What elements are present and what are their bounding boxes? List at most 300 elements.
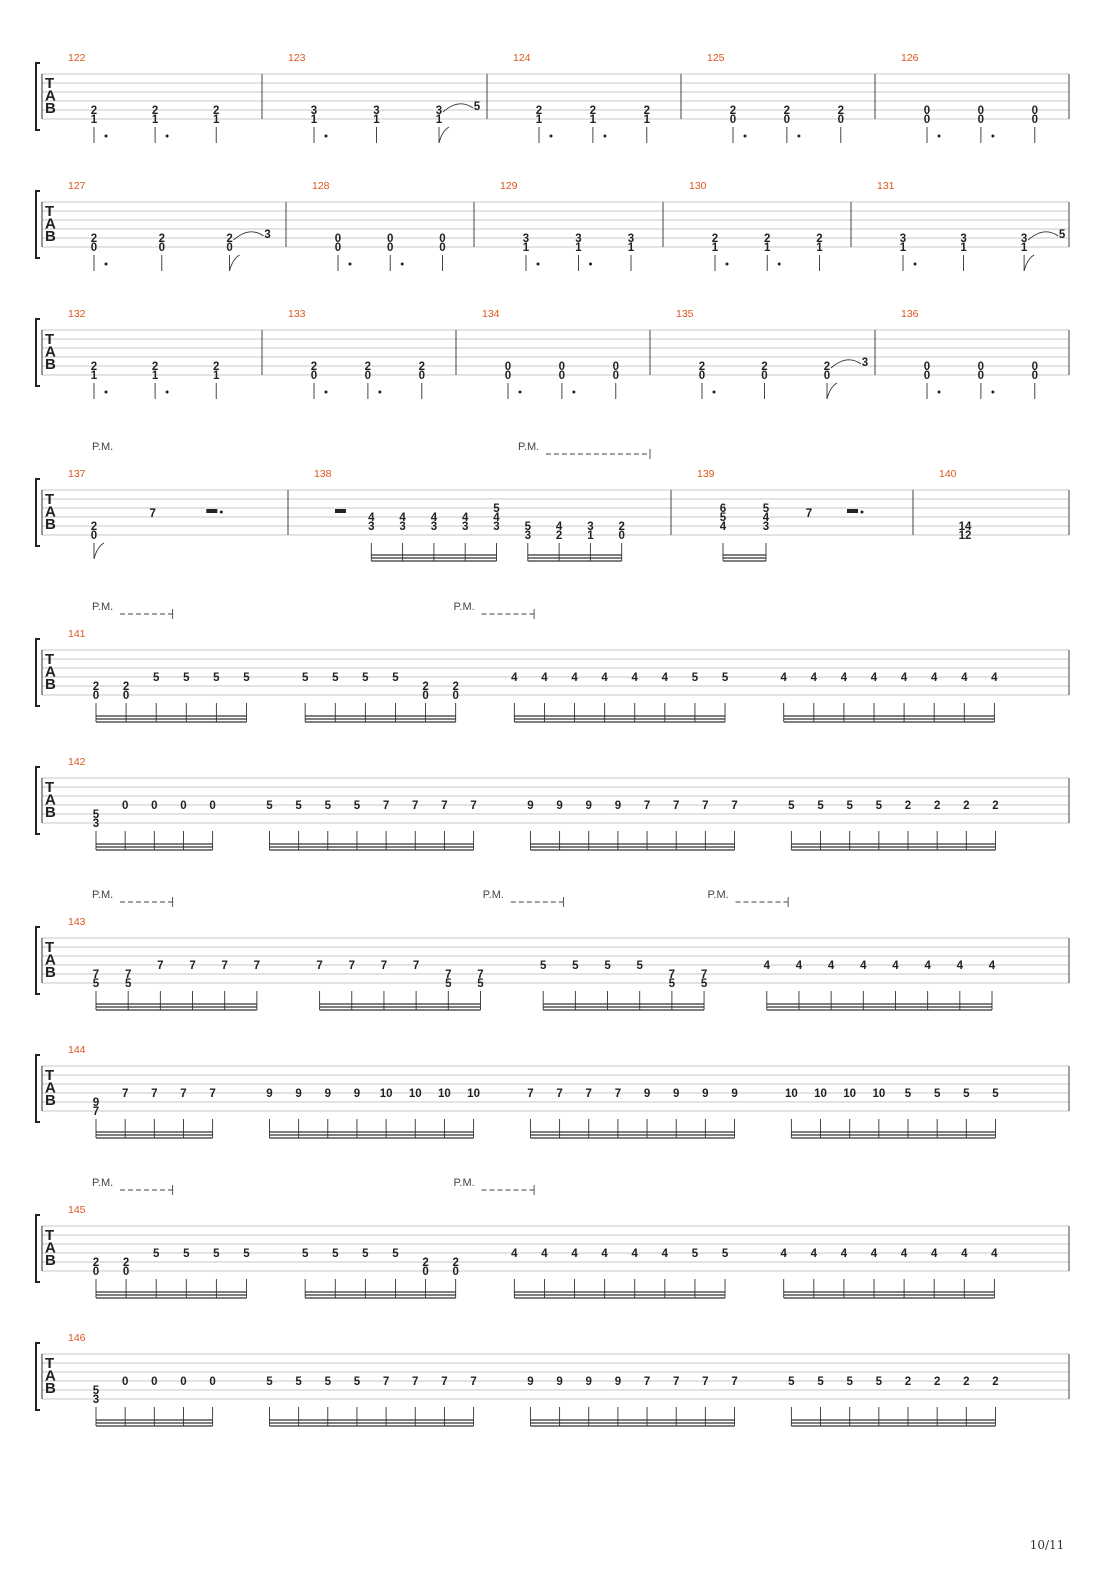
fret-number: 7 xyxy=(527,1088,534,1100)
fret-number: 5 xyxy=(1058,229,1066,241)
fret-number: 4 xyxy=(988,960,996,972)
fret-number: 7 xyxy=(445,969,452,981)
fret-number: 7 xyxy=(316,960,323,972)
fret-number: 1 xyxy=(1020,242,1028,254)
measure-number: 142 xyxy=(68,756,86,768)
fret-number: 10 xyxy=(784,1088,798,1100)
tab-clef-letter: A xyxy=(45,87,56,105)
measure-number: 125 xyxy=(707,52,725,64)
duration-dot xyxy=(991,135,994,138)
fret-number: 7 xyxy=(382,800,390,812)
fret-number: 9 xyxy=(585,800,592,812)
duration-dot xyxy=(105,263,108,266)
fret-number: 5 xyxy=(324,1376,331,1388)
fret-number: 5 xyxy=(362,672,369,684)
fret-number: 5 xyxy=(846,1376,853,1388)
fret-number: 3 xyxy=(399,521,406,533)
fret-number: 9 xyxy=(266,1088,273,1100)
fret-number: 5 xyxy=(788,1376,795,1388)
fret-number: 2 xyxy=(422,1257,429,1269)
eighth-rest: 7 xyxy=(805,508,813,520)
fret-number: 4 xyxy=(555,521,563,533)
fret-number: 4 xyxy=(661,1248,669,1260)
fret-number: 3 xyxy=(575,233,582,245)
fret-number: 5 xyxy=(963,1088,970,1100)
measure-number: 129 xyxy=(500,180,518,192)
fret-number: 0 xyxy=(122,690,130,702)
tab-clef-letter: T xyxy=(45,1067,55,1084)
fret-number: 7 xyxy=(700,969,708,981)
fret-number: 0 xyxy=(923,370,931,382)
fret-number: 1 xyxy=(587,530,594,542)
fret-number: 0 xyxy=(310,370,318,382)
fret-number: 4 xyxy=(810,672,818,684)
fret-number: 5 xyxy=(719,512,727,524)
fret-number: 4 xyxy=(541,1248,548,1260)
fret-number: 1 xyxy=(711,242,719,254)
fret-number: 2 xyxy=(618,521,625,533)
fret-number: 0 xyxy=(558,370,566,382)
fret-number: 2 xyxy=(992,1376,999,1388)
fret-number: 7 xyxy=(382,1376,390,1388)
fret-number: 4 xyxy=(631,672,638,684)
fret-number: 7 xyxy=(380,960,388,972)
fret-number: 7 xyxy=(614,1088,622,1100)
tab-clef-letter: A xyxy=(45,663,56,681)
palm-mute-label: P.M. xyxy=(453,1177,475,1189)
fret-number: 5 xyxy=(301,1248,309,1260)
fret-number: 0 xyxy=(761,370,768,382)
duration-dot xyxy=(603,135,606,138)
tab-clef-letter: A xyxy=(45,503,56,521)
fret-number: 3 xyxy=(264,229,271,241)
fret-number: 5 xyxy=(691,672,699,684)
tab-clef-letter: A xyxy=(45,791,56,809)
fret-number: 4 xyxy=(601,1248,608,1260)
measure-number: 135 xyxy=(676,308,694,320)
fret-number: 1 xyxy=(151,114,159,126)
fret-number: 4 xyxy=(795,960,803,972)
fret-number: 2 xyxy=(122,681,130,693)
fret-number: 2 xyxy=(92,1257,100,1269)
fret-number: 2 xyxy=(92,681,100,693)
slide-arc xyxy=(234,232,264,240)
fret-number: 5 xyxy=(788,800,795,812)
note-flag xyxy=(827,383,837,399)
fret-number: 0 xyxy=(923,105,931,117)
fret-number: 7 xyxy=(441,1376,448,1388)
duration-dot xyxy=(349,263,352,266)
fret-number: 1 xyxy=(535,114,543,126)
fret-number: 3 xyxy=(522,233,530,245)
fret-number: 1 xyxy=(373,114,380,126)
measure-number: 132 xyxy=(68,308,86,320)
tab-clef-letter: A xyxy=(45,343,56,361)
fret-number: 9 xyxy=(614,800,622,812)
fret-number: 4 xyxy=(961,1248,968,1260)
fret-number: 7 xyxy=(668,969,676,981)
note-flag xyxy=(94,543,104,559)
measure-number: 123 xyxy=(288,52,306,64)
tab-clef-letter: B xyxy=(45,100,56,117)
fret-number: 1 xyxy=(764,242,771,254)
fret-number: 0 xyxy=(90,242,98,254)
fret-number: 5 xyxy=(691,1248,699,1260)
fret-number: 0 xyxy=(92,1266,100,1278)
tab-clef-letter: A xyxy=(45,215,56,233)
fret-number: 4 xyxy=(399,512,406,524)
fret-number: 5 xyxy=(539,960,547,972)
fret-number: 1 xyxy=(310,114,318,126)
fret-number: 1 xyxy=(627,242,635,254)
fret-number: 4 xyxy=(762,512,770,524)
fret-number: 2 xyxy=(310,361,318,373)
system-bracket xyxy=(36,927,40,994)
half-rest xyxy=(847,509,858,513)
fret-number: 0 xyxy=(364,370,372,382)
fret-number: 2 xyxy=(452,681,459,693)
fret-number: 0 xyxy=(504,370,512,382)
fret-number: 0 xyxy=(180,1376,187,1388)
fret-number: 2 xyxy=(90,233,98,245)
duration-dot xyxy=(991,391,994,394)
fret-number: 2 xyxy=(122,1257,130,1269)
fret-number: 7 xyxy=(731,800,738,812)
fret-number: 1 xyxy=(435,114,443,126)
fret-number: 3 xyxy=(92,818,100,830)
fret-number: 7 xyxy=(253,960,261,972)
fret-number: 10 xyxy=(814,1088,827,1100)
fret-number: 5 xyxy=(473,101,481,113)
fret-number: 4 xyxy=(930,672,938,684)
fret-number: 3 xyxy=(310,105,318,117)
fret-number: 0 xyxy=(334,242,342,254)
fret-number: 7 xyxy=(412,1376,419,1388)
duration-dot xyxy=(325,135,328,138)
fret-number: 5 xyxy=(933,1088,941,1100)
palm-mute-label: P.M. xyxy=(92,601,114,613)
fret-number: 3 xyxy=(627,233,635,245)
fret-number: 5 xyxy=(124,978,132,990)
fret-number: 0 xyxy=(209,800,216,812)
fret-number: 4 xyxy=(900,672,908,684)
measure-number: 131 xyxy=(877,180,895,192)
fret-number: 2 xyxy=(364,361,372,373)
tab-clef-letter: T xyxy=(45,1227,55,1244)
fret-number: 3 xyxy=(493,521,500,533)
fret-number: 0 xyxy=(837,114,844,126)
fret-number: 0 xyxy=(422,1266,429,1278)
fret-number: 5 xyxy=(266,1376,273,1388)
measure-number: 128 xyxy=(312,180,330,192)
fret-number: 0 xyxy=(121,1376,129,1388)
fret-number: 2 xyxy=(729,105,737,117)
fret-number: 7 xyxy=(412,800,419,812)
duration-dot xyxy=(537,263,540,266)
fret-number: 2 xyxy=(698,361,706,373)
fret-number: 3 xyxy=(461,521,469,533)
note-flag xyxy=(439,127,449,143)
fret-number: 2 xyxy=(837,105,844,117)
fret-number: 10 xyxy=(843,1088,857,1100)
fret-number: 0 xyxy=(90,530,98,542)
fret-number: 9 xyxy=(92,1097,100,1109)
fret-number: 0 xyxy=(122,1266,130,1278)
duration-dot xyxy=(797,135,800,138)
fret-number: 4 xyxy=(719,521,727,533)
fret-number: 1 xyxy=(589,114,597,126)
slide-arc xyxy=(1028,232,1058,240)
tab-clef-letter: A xyxy=(45,951,56,969)
fret-number: 7 xyxy=(470,1376,477,1388)
fret-number: 0 xyxy=(151,1376,158,1388)
fret-number: 2 xyxy=(589,105,597,117)
fret-number: 0 xyxy=(977,105,985,117)
fret-number: 2 xyxy=(904,800,912,812)
fret-number: 2 xyxy=(963,800,970,812)
fret-number: 7 xyxy=(731,1376,738,1388)
fret-number: 7 xyxy=(189,960,196,972)
system-bracket xyxy=(36,767,40,834)
fret-number: 2 xyxy=(823,361,831,373)
fret-number: 4 xyxy=(956,960,964,972)
fret-number: 4 xyxy=(763,960,770,972)
fret-number: 0 xyxy=(452,690,459,702)
duration-dot xyxy=(914,263,917,266)
slide-arc xyxy=(443,104,473,112)
fret-number: 5 xyxy=(353,1376,361,1388)
fret-number: 2 xyxy=(151,361,159,373)
duration-dot xyxy=(105,135,108,138)
fret-number: 3 xyxy=(435,105,443,117)
fret-number: 2 xyxy=(213,361,220,373)
fret-number: 9 xyxy=(295,1088,302,1100)
tab-clef-letter: T xyxy=(45,939,55,956)
fret-number: 5 xyxy=(721,1248,729,1260)
measure-number: 136 xyxy=(901,308,919,320)
fret-number: 1 xyxy=(899,242,907,254)
fret-number: 14 xyxy=(958,521,972,533)
fret-number: 7 xyxy=(470,800,477,812)
measure-number: 140 xyxy=(939,468,957,480)
fret-number: 5 xyxy=(700,978,708,990)
fret-number: 0 xyxy=(729,114,737,126)
measure-number: 146 xyxy=(68,1332,86,1344)
fret-number: 7 xyxy=(92,1106,100,1118)
fret-number: 2 xyxy=(90,105,98,117)
note-flag xyxy=(230,255,240,271)
fret-number: 4 xyxy=(661,672,669,684)
measure-number: 143 xyxy=(68,916,86,928)
fret-number: 5 xyxy=(295,800,302,812)
fret-number: 9 xyxy=(731,1088,738,1100)
fret-number: 5 xyxy=(183,672,190,684)
measure-number: 133 xyxy=(288,308,306,320)
fret-number: 5 xyxy=(817,800,824,812)
fret-number: 0 xyxy=(977,370,985,382)
fret-number: 7 xyxy=(221,960,228,972)
fret-number: 7 xyxy=(477,969,484,981)
fret-number: 2 xyxy=(783,105,791,117)
fret-number: 5 xyxy=(266,800,273,812)
fret-number: 1 xyxy=(213,370,220,382)
fret-number: 5 xyxy=(445,978,452,990)
palm-mute-label: P.M. xyxy=(453,601,475,613)
fret-number: 9 xyxy=(353,1088,361,1100)
duration-dot xyxy=(519,391,522,394)
system-bracket xyxy=(36,1343,40,1410)
fret-number: 2 xyxy=(90,361,98,373)
fret-number: 4 xyxy=(571,1248,578,1260)
fret-number: 0 xyxy=(452,1266,459,1278)
duration-dot xyxy=(166,391,169,394)
fret-number: 10 xyxy=(872,1088,886,1100)
tab-clef-letter: T xyxy=(45,203,55,220)
fret-number: 5 xyxy=(604,960,611,972)
fret-number: 5 xyxy=(332,672,339,684)
duration-dot xyxy=(325,391,328,394)
fret-number: 4 xyxy=(870,672,878,684)
fret-number: 0 xyxy=(439,233,446,245)
fret-number: 7 xyxy=(643,1376,651,1388)
fret-number: 5 xyxy=(332,1248,339,1260)
fret-number: 3 xyxy=(861,357,869,369)
fret-number: 5 xyxy=(295,1376,302,1388)
fret-number: 0 xyxy=(387,242,394,254)
fret-number: 2 xyxy=(711,233,719,245)
fret-number: 4 xyxy=(810,1248,818,1260)
fret-number: 5 xyxy=(92,1385,100,1397)
tab-clef-letter: T xyxy=(45,331,55,348)
duration-dot xyxy=(938,391,941,394)
fret-number: 9 xyxy=(556,1376,563,1388)
system-bracket xyxy=(36,1055,40,1122)
fret-number: 0 xyxy=(226,242,233,254)
system-bracket xyxy=(36,63,40,130)
tab-clef-letter: B xyxy=(45,964,56,981)
system-bracket xyxy=(36,479,40,546)
fret-number: 4 xyxy=(780,672,787,684)
measure-number: 141 xyxy=(68,628,86,640)
fret-number: 7 xyxy=(121,1088,129,1100)
fret-number: 3 xyxy=(1020,233,1028,245)
fret-number: 0 xyxy=(1031,370,1038,382)
measure-number: 145 xyxy=(68,1204,86,1216)
fret-number: 4 xyxy=(991,1248,998,1260)
fret-number: 0 xyxy=(977,361,985,373)
fret-number: 10 xyxy=(467,1088,480,1100)
half-rest xyxy=(335,509,346,513)
fret-number: 0 xyxy=(439,242,446,254)
fret-number: 7 xyxy=(702,800,709,812)
palm-mute-label: P.M. xyxy=(518,441,540,453)
fret-number: 7 xyxy=(157,960,164,972)
duration-dot xyxy=(401,263,404,266)
fret-number: 7 xyxy=(124,969,132,981)
fret-number: 0 xyxy=(612,370,619,382)
fret-number: 2 xyxy=(226,233,233,245)
fret-number: 3 xyxy=(524,530,532,542)
tab-clef-letter: T xyxy=(45,491,55,508)
tab-clef-letter: T xyxy=(45,779,55,796)
fret-number: 5 xyxy=(152,672,160,684)
fret-number: 0 xyxy=(209,1376,216,1388)
fret-number: 0 xyxy=(977,114,985,126)
slide-arc xyxy=(831,360,861,368)
fret-number: 0 xyxy=(387,233,394,245)
fret-number: 3 xyxy=(368,521,375,533)
fret-number: 0 xyxy=(923,361,931,373)
fret-number: 0 xyxy=(158,242,165,254)
rest-dot xyxy=(220,511,223,514)
fret-number: 5 xyxy=(875,1376,883,1388)
fret-number: 0 xyxy=(558,361,566,373)
fret-number: 9 xyxy=(527,800,534,812)
fret-number: 7 xyxy=(348,960,355,972)
note-flag xyxy=(1024,255,1034,271)
fret-number: 2 xyxy=(992,800,999,812)
measure-number: 124 xyxy=(513,52,531,64)
fret-number: 0 xyxy=(612,361,619,373)
fret-number: 5 xyxy=(152,1248,160,1260)
palm-mute-label: P.M. xyxy=(92,889,114,901)
fret-number: 2 xyxy=(90,521,98,533)
fret-number: 5 xyxy=(477,978,484,990)
fret-number: 0 xyxy=(504,361,512,373)
tab-clef-letter: B xyxy=(45,1092,56,1109)
fret-number: 2 xyxy=(904,1376,912,1388)
fret-number: 7 xyxy=(585,1088,592,1100)
duration-dot xyxy=(726,263,729,266)
fret-number: 1 xyxy=(151,370,159,382)
fret-number: 5 xyxy=(392,1248,399,1260)
fret-number: 2 xyxy=(555,530,563,542)
duration-dot xyxy=(166,135,169,138)
tab-clef-letter: T xyxy=(45,75,55,92)
fret-number: 2 xyxy=(643,105,650,117)
duration-dot xyxy=(778,263,781,266)
fret-number: 4 xyxy=(870,1248,878,1260)
fret-number: 0 xyxy=(823,370,831,382)
fret-number: 9 xyxy=(556,800,563,812)
fret-number: 3 xyxy=(762,521,770,533)
fret-number: 2 xyxy=(933,1376,941,1388)
fret-number: 5 xyxy=(904,1088,912,1100)
fret-number: 5 xyxy=(636,960,643,972)
fret-number: 2 xyxy=(963,1376,970,1388)
duration-dot xyxy=(713,391,716,394)
fret-number: 2 xyxy=(933,800,941,812)
fret-number: 5 xyxy=(324,800,331,812)
fret-number: 1 xyxy=(575,242,582,254)
measure-number: 122 xyxy=(68,52,86,64)
eighth-rest: 7 xyxy=(149,508,156,520)
fret-number: 5 xyxy=(92,978,100,990)
fret-number: 0 xyxy=(618,530,625,542)
fret-number: 3 xyxy=(430,521,438,533)
fret-number: 2 xyxy=(452,1257,459,1269)
fret-number: 0 xyxy=(1031,361,1038,373)
palm-mute-label: P.M. xyxy=(482,889,505,901)
fret-number: 4 xyxy=(827,960,835,972)
fret-number: 7 xyxy=(702,1376,709,1388)
fret-number: 5 xyxy=(243,1248,250,1260)
fret-number: 0 xyxy=(180,800,187,812)
fret-number: 7 xyxy=(151,1088,158,1100)
fret-number: 2 xyxy=(761,361,768,373)
fret-number: 9 xyxy=(702,1088,709,1100)
fret-number: 4 xyxy=(900,1248,908,1260)
